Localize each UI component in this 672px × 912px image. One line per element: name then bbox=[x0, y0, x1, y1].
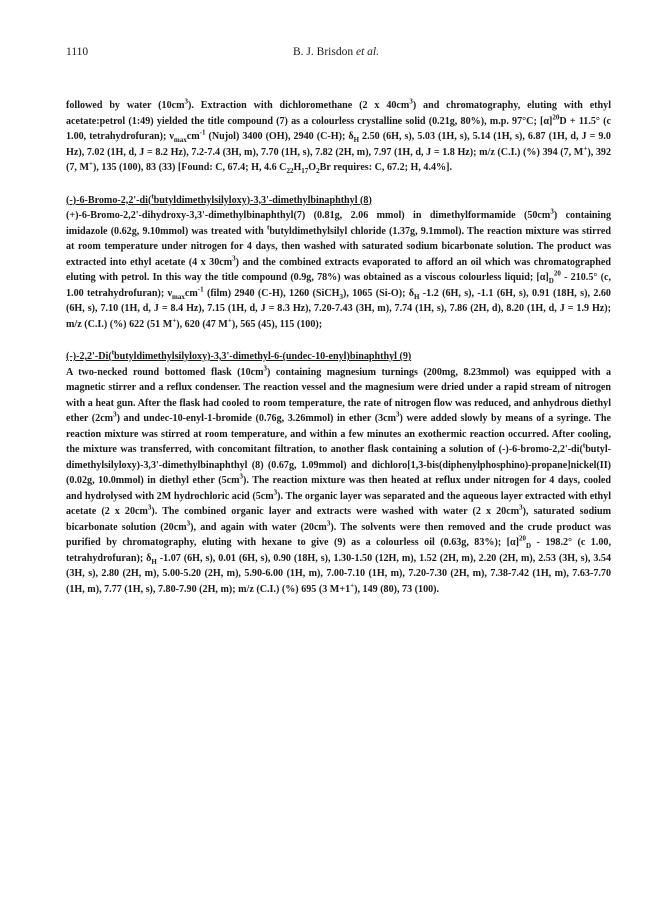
running-head bbox=[0, 46, 672, 58]
paragraph-compound-9-procedure: A two-necked round bottomed flask $(10cm^3)$ containing magnesium turnings (200mg, 8.23mmol) was equipped with a magnetic stirrer and a reflux condenser. The reaction vessel and the magnesium were dried under a rapid stream of nitrogen with a heat gun. After the flask had cooled to room temperature, the rate of nitrogen flow was reduced, and anhydrous diethyl ether $(2cm^3)$ and undec-10-enyl-1-bromide (0.76g, 3.26mmol) in ether $(3cm^3)$ were added slowly by means of a syringe. The reaction mixture was stirred at room temperature, and within a few minutes an exothermic reaction occurred. After cooling, the mixture was transferred, with concomitant filtration, to another flask containing a solution of (-)-6-bromo-2,2'-di($^t$butyl-dimethylsilyloxy)-3,3'-dimethylbinaphthyl (8) (0.67g, 1.09mmol) and dichloro[1,3-bis(diphenylphosphino)-propane]nickel(II) (0.02g, 10.0mmol) in diethyl ether $(5cm^3)$. The reaction mixture was then heated at reflux under nitrogen for 4 days, cooled and hydrolysed with 2M hydrochloric acid $(5cm^3)$. The organic layer was separated and the aqueous layer extracted with ethyl acetate (2 x $20cm^3$). The combined organic layer and extracts were washed with water (2 x $20cm^3$), saturated sodium bicarbonate solution $(20cm^3)$, and again with water $(20cm^3)$. The solvents were then removed and the crude product was purified by chromatography, eluting with hexane to give (9) as a colourless oil (0.63g, 83%); $[\alpha]^{20}_D - 198.2^\circ$ (c 1.00, tetrahydrofuran); $\delta_H$ -1.07 (6H, s), 0.01 (6H, s), 0.90 (18H, s), 1.30-1.50 (12H, m), 1.52 (2H, m), 2.20 (2H, m), 2.53 (3H, s), 3.54 (3H, s), 2.80 (2H, m), 5.00-5.20 (2H, m), 5.90-6.00 (1H, m), 7.00-7.10 (1H, m), 7.20-7.30 (2H, m), 7.38-7.42 (1H, m), 7.63-7.70 (1H, m), 7.77 (1H, s), 7.80-7.90 (2H, m); m/z (C.I.) (%) 695 (3 M+1+), 149 (80), 73 (100). bbox=[66, 364, 612, 595]
running-head-etal: et al. bbox=[355, 46, 379, 58]
section-heading-compound-9: (-)-2,2'-Di($^t$butyldimethylsilyloxy)-3,3'-dimethyl-6-(undec-10-enyl)binaphthyl (9) bbox=[66, 348, 412, 362]
paragraph-compound-8-procedure: (+)-6-Bromo-2,2'-dihydroxy-3,3'-dimethylbinaphthyl(7) (0.81g, 2.06 mmol) in dimethylformamide $(50cm^3)$ containing imidazole (0.62g, 9.10mmol) was treated with $^t$butyldimethylsilyl chloride (1.37g, 9.1mmol). The reaction mixture was stirred at room temperature under nitrogen for 4 days, then washed with saturated sodium bicarbonate solution. The product was extracted into ethyl acetate (4 x $30cm^3$) and the combined extracts evaporated to afford an oil which was chromatographed eluting with petrol. In this way the title compound (0.9g, 78%) was obtained as a viscous colourless liquid; $[\alpha]_D^{20} - 210.5^\circ$ (c, 1.00 tetrahydrofuran); $\nu_{max}cm^{-1}$ (film) 2940 (C-H), 1260 (SiCH$_3$), 1065 (Si-O); $\delta_H$ -1.2 (6H, s), -1.1 (6H, s), 0.91 (18H, s), 2.60 (6H, s), 7.10 (1H, d, J = 8.4 Hz), 7.15 (1H, d, J = 8.3 Hz), 7.20-7.43 (3H, m), 7.74 (1H, s), 7.86 (2H, d), 8.20 (1H, d, J = 1.9 Hz); m/z (C.I.) (%) 622 (51 M+), 620 (47 M+), 565 (45), 115 (100); bbox=[66, 207, 612, 330]
running-head-authors: B. J. Brisdon bbox=[293, 46, 354, 58]
paragraph-compound-7-data: followed by water $(10cm^3)$. Extraction with dichloromethane (2 x $40cm^3$) and chromatography, eluting with ethyl acetate:petrol (1:49) yielded the title compound (7) as a colourless crystalline solid (0.21g, 80%), m.p. 97°C; $[\alpha]^{20}D + 11.5^\circ$ (c 1.00, tetrahydrofuran); $\nu_{max}cm^{-1}$ (Nujol) 3400 (OH), 2940 (C-H); $\delta_H$ 2.50 (6H, s), 5.03 (1H, s), 5.14 (1H, s), 6.87 (1H, d, J = 9.0 Hz), 7.02 (1H, d, J = 8.2 Hz), 7.2-7.4 (3H, m), 7.70 (1H, s), 7.82 (2H, m), 7.97 (1H, d, J = 1.8 Hz); m/z (C.I.) (%) 394 (7, M+), 392 (7, M+), 135 (100), 83 (33) [Found: C, 67.4; H, 4.6 $C_{22}H_{17}O_2Br$ requires: C, 67.2; H, 4.4%]. bbox=[66, 97, 611, 176]
body-text bbox=[66, 98, 611, 597]
section-heading-compound-8: (-)-6-Bromo-2,2'-di($^t$butyldimethylsilyloxy)-3,3'-dimethylbinaphthyl (8) bbox=[66, 192, 372, 206]
page-number: 1110 bbox=[66, 46, 89, 58]
